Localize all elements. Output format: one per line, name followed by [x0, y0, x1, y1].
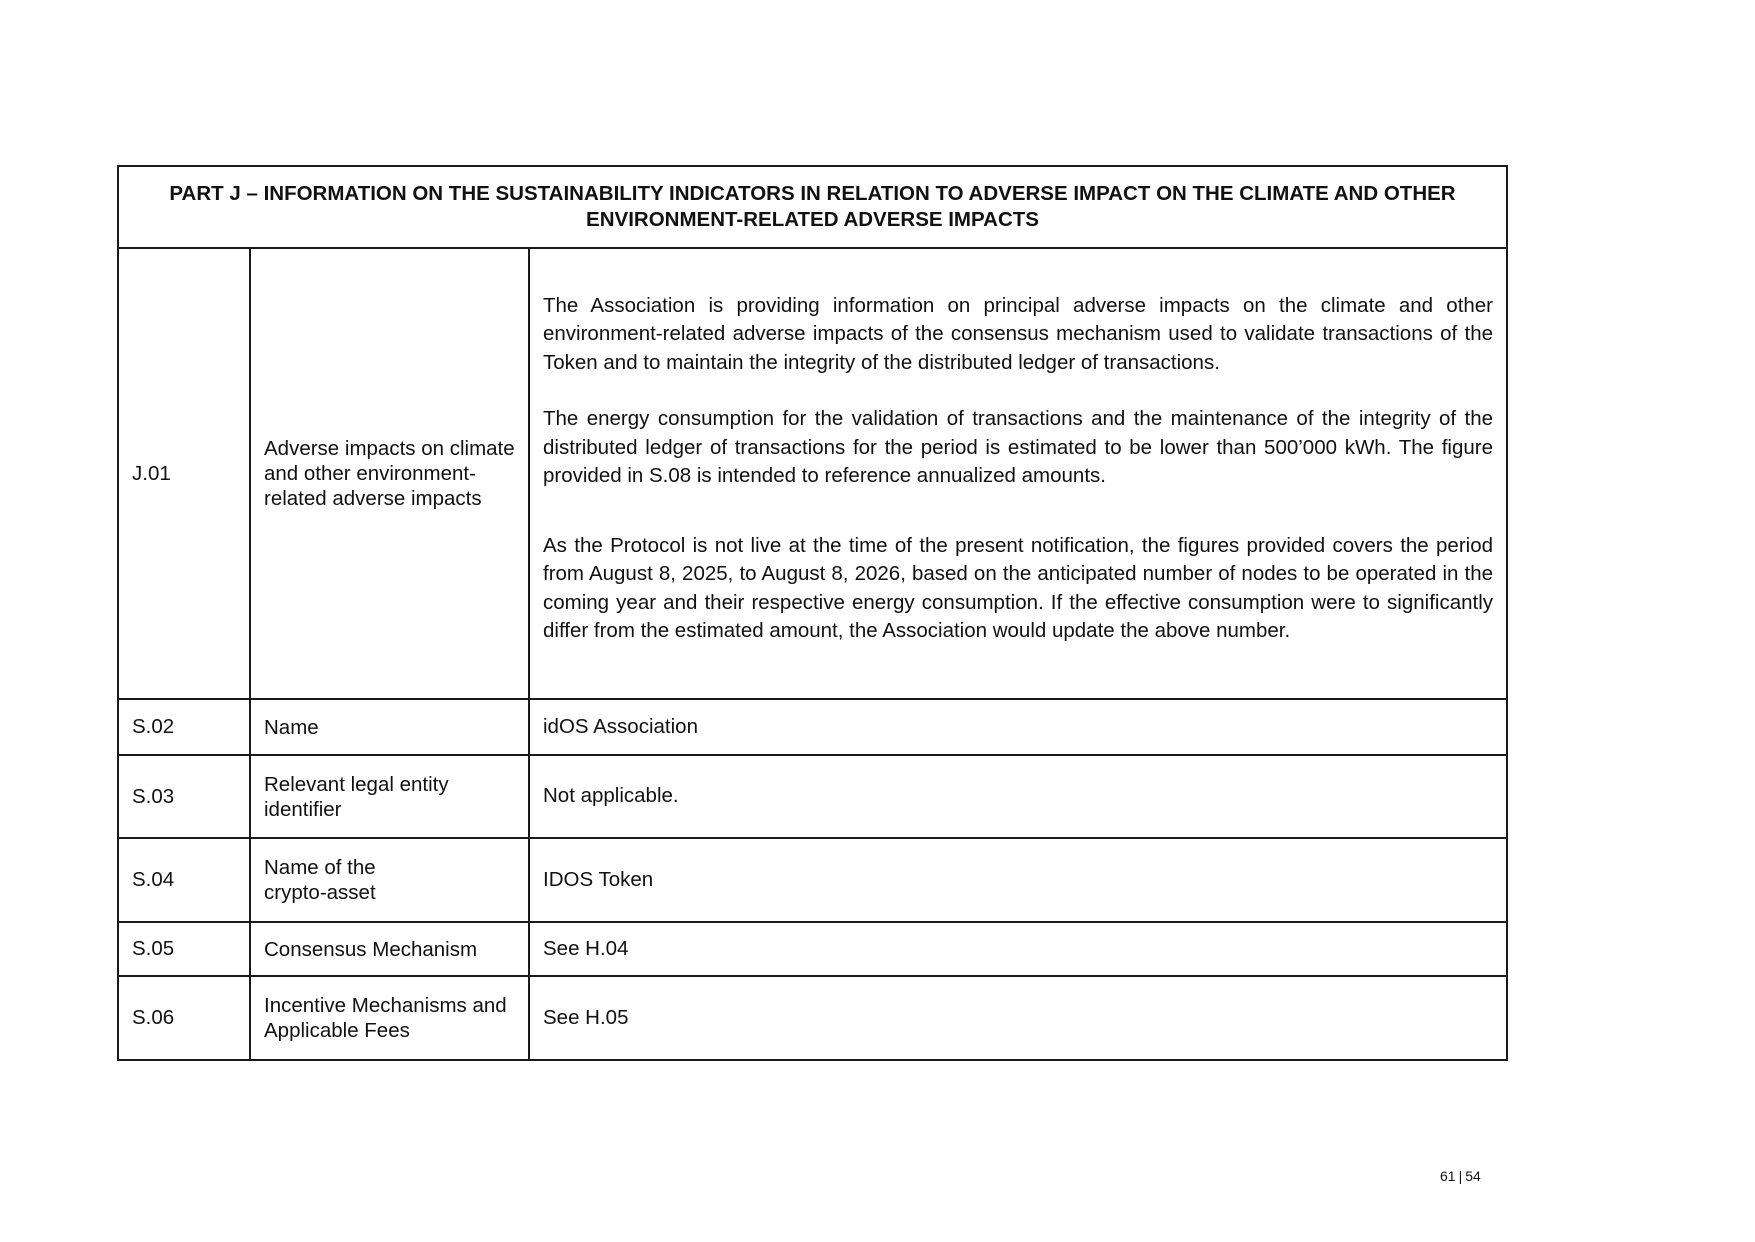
paragraph: The energy consumption for the validation of transactions and the maintenance of the integrity of the distributed ledger of transactions for the period is estimated to be lower than 500’000 kWh. The figure provided in S.08 is intended to reference annualized amounts.	[543, 407, 1494, 487]
page-number	[1440, 1168, 1481, 1184]
row-value: idOS Association	[529, 699, 1507, 755]
table-row	[118, 976, 1507, 1060]
row-label: Name	[250, 699, 529, 755]
table-row	[118, 248, 1507, 699]
row-value: IDOS Token	[529, 838, 1507, 922]
row-id: S.05	[118, 922, 250, 976]
row-value: Not applicable.	[529, 755, 1507, 838]
row-id: S.03	[118, 755, 250, 838]
row-id: S.04	[118, 838, 250, 922]
row-label	[250, 838, 529, 922]
row-label: Incentive Mechanisms and Applicable Fees	[250, 976, 529, 1060]
row-id: J.01	[118, 248, 250, 699]
row-value	[529, 248, 1507, 699]
page-total: 54	[1465, 1168, 1481, 1184]
row-value: See H.05	[529, 976, 1507, 1060]
table-row	[118, 838, 1507, 922]
page-current: 61	[1440, 1168, 1456, 1184]
row-label: Consensus Mechanism	[250, 922, 529, 976]
paragraph: The Association is providing information on principal adverse impacts on the climate and other environment-related adverse impacts of the consensus mechanism used to validate transactions of the Token and to maintain the integrity of the distributed ledger of transactions.	[543, 293, 1494, 374]
table-header-row	[118, 166, 1507, 248]
paragraph: As the Protocol is not live at the time of the present notification, the figures provided covers the period from August 8, 2025, to August 8, 2026, based on the anticipated number of nodes to be operated in the coming year and their respective energy consumption. If the effective consumption were to significantly differ from the estimated amount, the Association would update the above number.	[543, 533, 1494, 642]
table-row	[118, 922, 1507, 976]
sustainability-indicators-table	[117, 165, 1508, 1061]
part-j-header: PART J – INFORMATION ON THE SUSTAINABILITY INDICATORS IN RELATION TO ADVERSE IMPACT ON THE CLIMATE AND OTHER ENVIRONMENT-RELATED ADVERSE IMPACTS	[118, 166, 1507, 248]
row-label: Relevant legal entity identifier	[250, 755, 529, 838]
label-line: crypto-asset	[264, 881, 376, 904]
page-separator: |	[1458, 1168, 1463, 1184]
row-value: See H.04	[529, 922, 1507, 976]
row-label: Adverse impacts on climate and other environment-related adverse impacts	[250, 248, 529, 699]
table-row	[118, 699, 1507, 755]
row-id: S.06	[118, 976, 250, 1060]
table-row	[118, 755, 1507, 838]
row-id: S.02	[118, 699, 250, 755]
label-line: Name of the	[264, 856, 376, 879]
